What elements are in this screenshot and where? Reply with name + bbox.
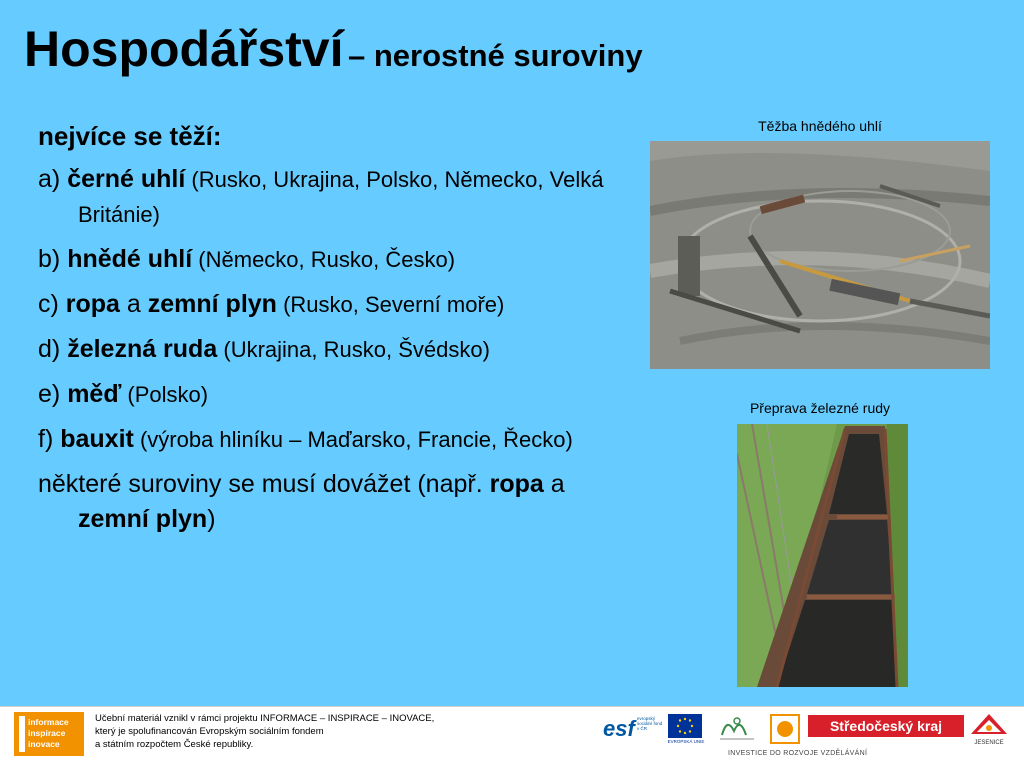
iii-logo <box>14 712 84 756</box>
train-photo-caption: Přeprava železné rudy <box>749 400 891 416</box>
item-prefix: c) <box>38 290 66 318</box>
iii-logo-bar <box>19 716 25 752</box>
footer-line: a státním rozpočtem České republiky. <box>95 739 254 750</box>
list-item <box>38 242 638 277</box>
title-main: Hospodářství <box>24 21 344 77</box>
item-bold-2: zemní plyn <box>147 290 277 318</box>
closing-bold-2: zemní plyn <box>78 505 208 533</box>
item-prefix: e) <box>38 380 68 408</box>
esf-logo-small: evropský sociální fond v ČR <box>637 716 663 731</box>
jesenice-logo <box>967 712 1011 752</box>
item-bold: železná ruda <box>67 335 218 363</box>
item-detail: (Ukrajina, Rusko, Švédsko) <box>217 337 490 362</box>
list-item <box>38 162 638 232</box>
item-prefix: d) <box>38 335 68 363</box>
item-detail: (Německo, Rusko, Česko) <box>192 247 456 272</box>
town-label: JESENICE <box>974 740 1004 746</box>
content-list <box>38 120 638 547</box>
item-bold: černé uhlí <box>67 165 186 193</box>
item-bold: hnědé uhlí <box>67 245 193 273</box>
item-bold: bauxit <box>60 425 134 453</box>
closing-text: některé suroviny se musí dovážet (např. <box>38 470 490 498</box>
op-logo <box>770 714 800 744</box>
item-detail: (Polsko) <box>121 382 209 407</box>
mine-photo-caption: Těžba hnědého uhlí <box>758 118 882 134</box>
footer-text <box>95 712 434 751</box>
item-mid: a <box>119 290 148 318</box>
item-detail: (výroba hliníku – Maďarsko, Francie, Řecko) <box>133 427 573 452</box>
region-banner: Středočeský kraj <box>808 715 964 737</box>
item-detail: (Rusko, Ukrajina, Polsko, Německo, Velká Británie) <box>78 167 604 227</box>
msmt-logo <box>712 713 762 743</box>
slide-title <box>24 20 643 78</box>
esf-logo <box>603 714 663 744</box>
list-item <box>38 422 638 457</box>
footer-line: Učební materiál vznikl v rámci projektu INFORMACE – INSPIRACE – INOVACE, <box>95 713 435 724</box>
iii-logo-line: inspirace <box>28 728 66 738</box>
investice-label: INVESTICE DO ROZVOJE VZDĚLÁVÁNÍ <box>728 750 868 757</box>
mine-photo <box>650 141 990 369</box>
closing-note <box>38 467 638 537</box>
iii-logo-line: informace <box>28 717 69 727</box>
item-prefix: b) <box>38 245 68 273</box>
list-item <box>38 287 638 322</box>
closing-end: ) <box>207 505 216 533</box>
iii-logo-line: inovace <box>28 739 60 749</box>
closing-mid: a <box>543 470 565 498</box>
item-prefix: a) <box>38 165 68 193</box>
item-bold: ropa <box>65 290 120 318</box>
content-heading: nejvíce se těží: <box>38 121 222 151</box>
train-photo-image <box>737 424 908 687</box>
eu-flag-icon <box>668 714 702 738</box>
list-item <box>38 332 638 367</box>
item-detail: (Rusko, Severní moře) <box>276 292 505 317</box>
item-bold: měď <box>67 380 122 408</box>
list-item <box>38 377 638 412</box>
closing-bold: ropa <box>489 470 544 498</box>
title-subtitle: – nerostné suroviny <box>347 38 643 73</box>
footer-line: který je spolufinancován Evropským sociálním fondem <box>95 726 324 737</box>
eu-label: EVROPSKÁ UNIE <box>667 739 705 744</box>
train-photo <box>737 424 908 687</box>
mine-photo-image <box>650 141 990 369</box>
op-logo-dot <box>777 721 793 737</box>
esf-logo-text: esf <box>603 716 635 741</box>
item-prefix: f) <box>38 425 61 453</box>
